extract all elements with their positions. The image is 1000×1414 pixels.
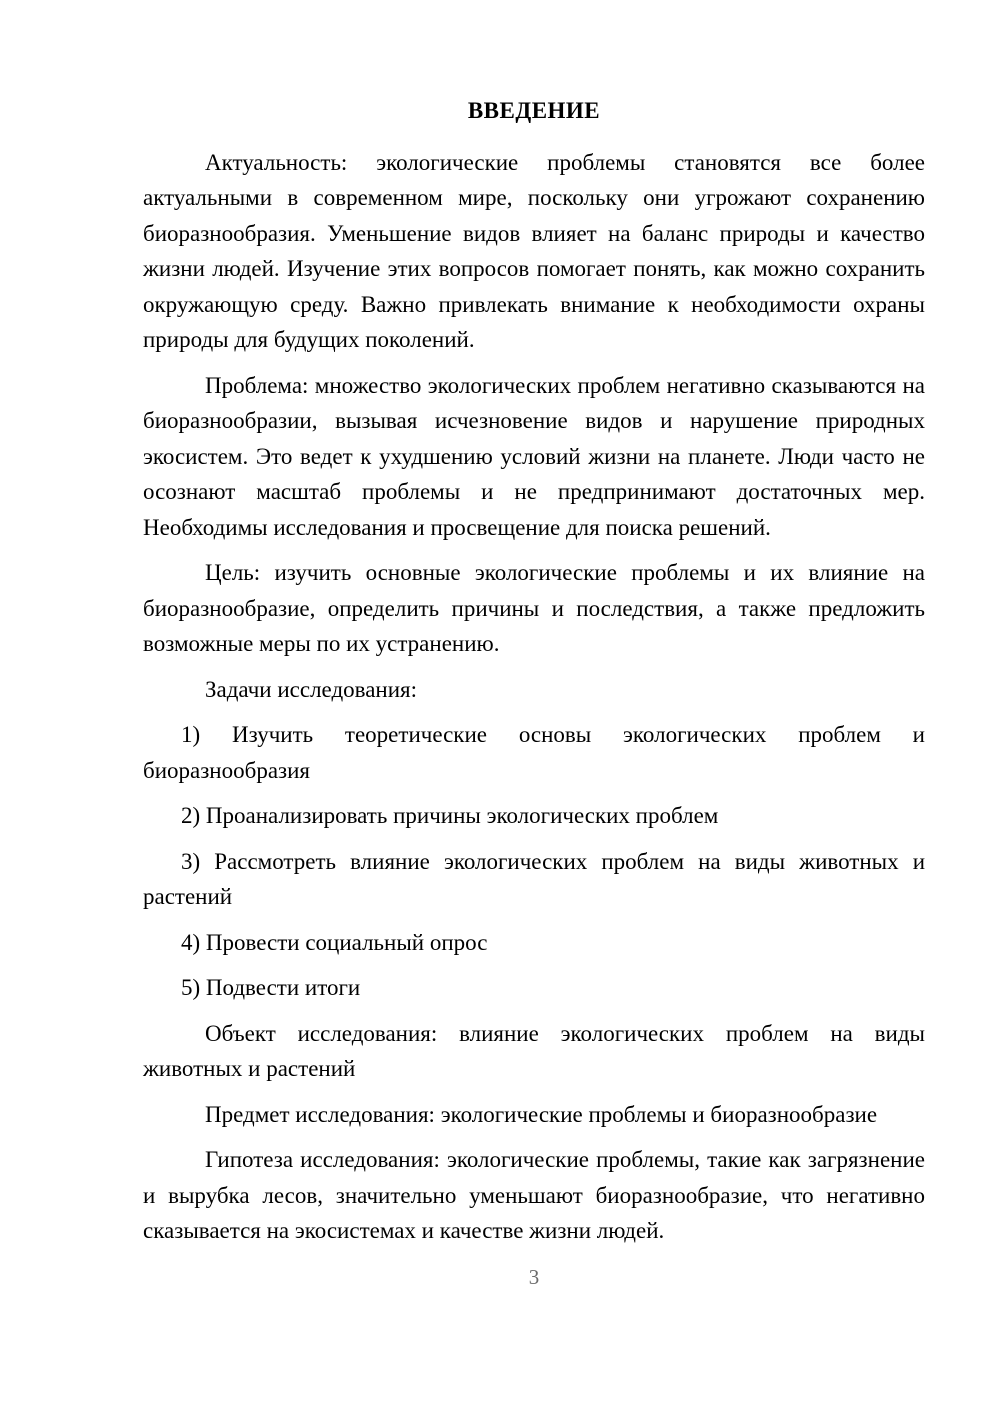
paragraph-subject: Предмет исследования: экологические проблемы и биоразнообразие bbox=[205, 1101, 878, 1127]
page-number: 3 bbox=[528, 1264, 540, 1289]
task-item-1: 1) Изучить теоретические основы экологических проблем и биоразнообразия bbox=[143, 722, 925, 783]
paragraph-problem: Проблема: множество экологических проблем негативно сказываются на биоразнообразии, вызывая исчезновение видов и нарушение природных экосистем. Это ведет к ухудшению условий жизни на планете. Люди часто не осознают масштаб проблемы и не предпринимают достаточных мер. Необходимы исследования и просвещение для поиска решений. bbox=[143, 372, 925, 540]
task-item-3: 3) Рассмотреть влияние экологических проблем на виды животных и растений bbox=[143, 848, 925, 909]
paragraph-hypothesis: Гипотеза исследования: экологические проблемы, такие как загрязнение и вырубка лесов, значительно уменьшают биоразнообразие, что негативно сказывается на экосистемах и качестве жизни людей. bbox=[143, 1147, 925, 1243]
paragraph-actuality: Актуальность: экологические проблемы становятся все более актуальными в современном мире, поскольку они угрожают сохранению биоразнообразия. Уменьшение видов влияет на баланс природы и качество жизни людей. Изучение этих вопросов помогает понять, как можно сохранить окружающую среду. Важно привлекать внимание к необходимости охраны природы для будущих поколений. bbox=[143, 149, 925, 352]
tasks-heading: Задачи исследования: bbox=[205, 676, 418, 702]
paragraph-object: Объект исследования: влияние экологических проблем на виды животных и растений bbox=[143, 1020, 925, 1081]
task-item-5: 5) Подвести итоги bbox=[181, 975, 361, 1000]
task-item-4: 4) Провести социальный опрос bbox=[181, 929, 488, 955]
page-title: ВВЕДЕНИЕ bbox=[467, 98, 601, 123]
paragraph-goal: Цель: изучить основные экологические проблемы и их влияние на биоразнообразие, определить причины и последствия, а также предложить возможные меры по их устранению. bbox=[143, 560, 925, 656]
task-item-2: 2) Проанализировать причины экологических проблем bbox=[181, 803, 719, 828]
